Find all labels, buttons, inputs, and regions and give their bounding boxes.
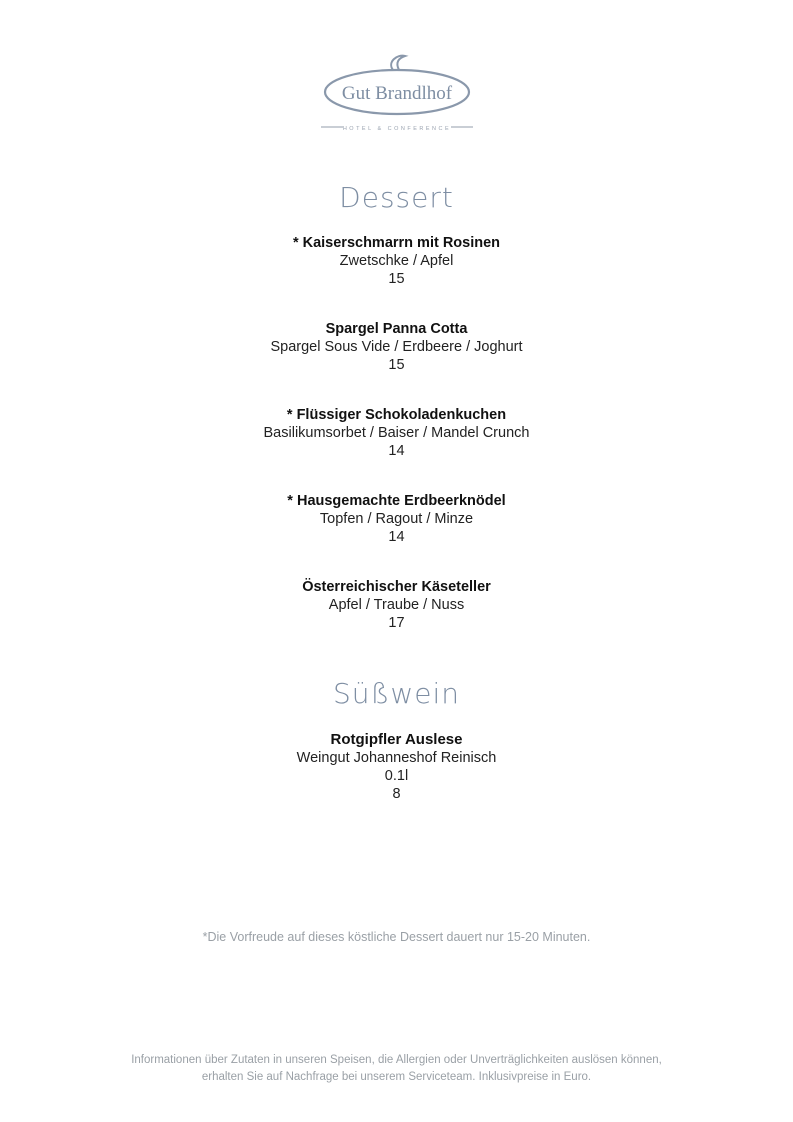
section-title-dessert: Dessert (339, 181, 454, 214)
wine-volume: 0.1l (384, 768, 409, 784)
wine-price: 8 (392, 786, 401, 802)
logo-emblem (307, 50, 487, 132)
hotel-logo (0, 50, 793, 140)
menu-item (0, 234, 793, 288)
logo-name: Gut Brandlhof (341, 83, 452, 104)
item-name: * Hausgemachte Erdbeerknödel (287, 493, 506, 509)
item-description: Basilikumsorbet / Baiser / Mandel Crunch (263, 425, 530, 441)
item-price: 15 (388, 271, 405, 287)
logo-tagline: HOTEL & CONFERENCE (342, 126, 451, 132)
item-description: Spargel Sous Vide / Erdbeere / Joghurt (270, 339, 523, 355)
item-description: Apfel / Traube / Nuss (328, 597, 465, 613)
item-price: 14 (388, 443, 405, 459)
item-name: Österreichischer Käseteller (302, 579, 491, 595)
menu-item (0, 406, 793, 460)
menu-item (0, 320, 793, 374)
item-price: 15 (388, 357, 405, 373)
item-name: * Flüssiger Schokoladenkuchen (286, 407, 507, 423)
wine-item (0, 731, 793, 803)
wine-name: Rotgipfler Auslese (330, 731, 463, 748)
allergen-notice (0, 1052, 793, 1086)
allergen-notice-line: erhalten Sie auf Nachfrage bei unserem Serviceteam. Inklusivpreise in Euro. (201, 1071, 592, 1083)
item-price: 17 (388, 615, 405, 631)
item-price: 14 (388, 529, 405, 545)
menu-item (0, 578, 793, 632)
item-name: * Kaiserschmarrn mit Rosinen (292, 235, 501, 251)
item-description: Zwetschke / Apfel (339, 253, 454, 269)
footnote: *Die Vorfreude auf dieses köstliche Dessert dauert nur 15-20 Minuten. (202, 930, 591, 944)
allergen-notice-line: Informationen über Zutaten in unseren Speisen, die Allergien oder Unverträglichkeiten auslösen können, (131, 1054, 662, 1066)
item-description: Topfen / Ragout / Minze (319, 511, 474, 527)
wine-producer: Weingut Johanneshof Reinisch (296, 750, 497, 766)
menu-item (0, 492, 793, 546)
item-name: Spargel Panna Cotta (325, 321, 468, 337)
section-title-suesswein: Süßwein (332, 677, 461, 710)
